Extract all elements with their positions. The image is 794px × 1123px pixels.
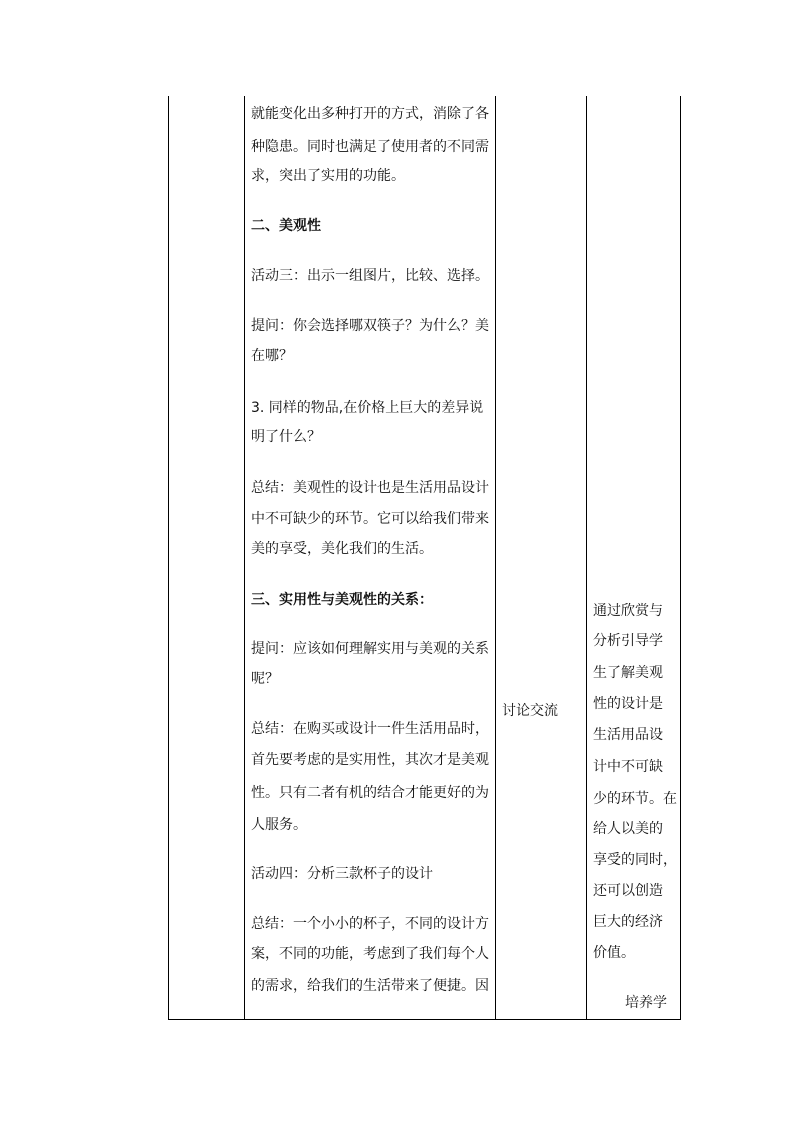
summary-two-line: 首先要考虑的是实用性，其次才是美观 — [251, 752, 489, 768]
intent-line: 少的环节。在 — [593, 791, 677, 807]
table-border-left — [168, 96, 169, 1020]
content-paragraph-line: 求，突出了实用的功能。 — [251, 168, 405, 184]
question-line: 提问：你会选择哪双筷子？为什么？美 — [251, 318, 489, 334]
table-column-divider-2 — [495, 96, 496, 1020]
summary-one-line: 总结：美观性的设计也是生活用品设计 — [251, 480, 489, 496]
section-heading-relationship: 三、实用性与美观性的关系： — [251, 592, 433, 608]
summary-one-line: 美的享受，美化我们的生活。 — [251, 541, 433, 557]
question-three-line: 3. 同样的物品,在价格上巨大的差异说 — [251, 400, 484, 416]
summary-two-line: 总结：在购买或设计一件生活用品时， — [251, 721, 489, 737]
intent-line: 计中不可缺 — [593, 759, 663, 775]
summary-three-line: 案，不同的功能，考虑到了我们每个人 — [251, 946, 489, 962]
summary-three-line: 总结：一个小小的杯子，不同的设计方 — [251, 916, 489, 932]
intent-line: 给人以美的 — [593, 821, 663, 837]
intent-line: 性的设计是 — [593, 696, 663, 712]
summary-three-line: 的需求，给我们的生活带来了便捷。因 — [251, 978, 489, 994]
intent-line: 还可以创造 — [593, 883, 663, 899]
student-activity: 讨论交流 — [502, 703, 558, 719]
intent-tail: 培养学 — [625, 995, 667, 1011]
table-border-bottom — [168, 1019, 681, 1020]
summary-two-line: 性。只有二者有机的结合才能更好的为 — [251, 785, 489, 801]
intent-line: 价值。 — [593, 945, 635, 961]
question-line: 在哪？ — [251, 348, 293, 364]
question-three-line: 明了什么？ — [251, 429, 321, 445]
table-border-right — [680, 96, 681, 1020]
intent-line: 生了解美观 — [593, 665, 663, 681]
activity-four: 活动四：分析三款杯子的设计 — [251, 866, 433, 882]
content-paragraph-line: 就能变化出多种打开的方式，消除了各 — [251, 106, 489, 122]
intent-line: 分析引导学 — [593, 633, 663, 649]
activity-three: 活动三：出示一组图片，比较、选择。 — [251, 268, 489, 284]
section-heading-aesthetics: 二、美观性 — [251, 218, 321, 234]
summary-one-line: 中不可缺少的环节。它可以给我们带来 — [251, 511, 489, 527]
intent-line: 巨大的经济 — [593, 914, 663, 930]
question-two-line: 提问：应该如何理解实用与美观的关系 — [251, 641, 489, 657]
table-column-divider-1 — [244, 96, 245, 1020]
content-paragraph-line: 种隐患。同时也满足了使用者的不同需 — [251, 139, 489, 155]
question-two-line: 呢？ — [251, 671, 279, 687]
table-column-divider-3 — [586, 96, 587, 1020]
summary-two-line: 人服务。 — [251, 817, 307, 833]
intent-line: 享受的同时， — [593, 852, 677, 868]
intent-line: 生活用品设 — [593, 727, 663, 743]
intent-line: 通过欣赏与 — [593, 603, 663, 619]
